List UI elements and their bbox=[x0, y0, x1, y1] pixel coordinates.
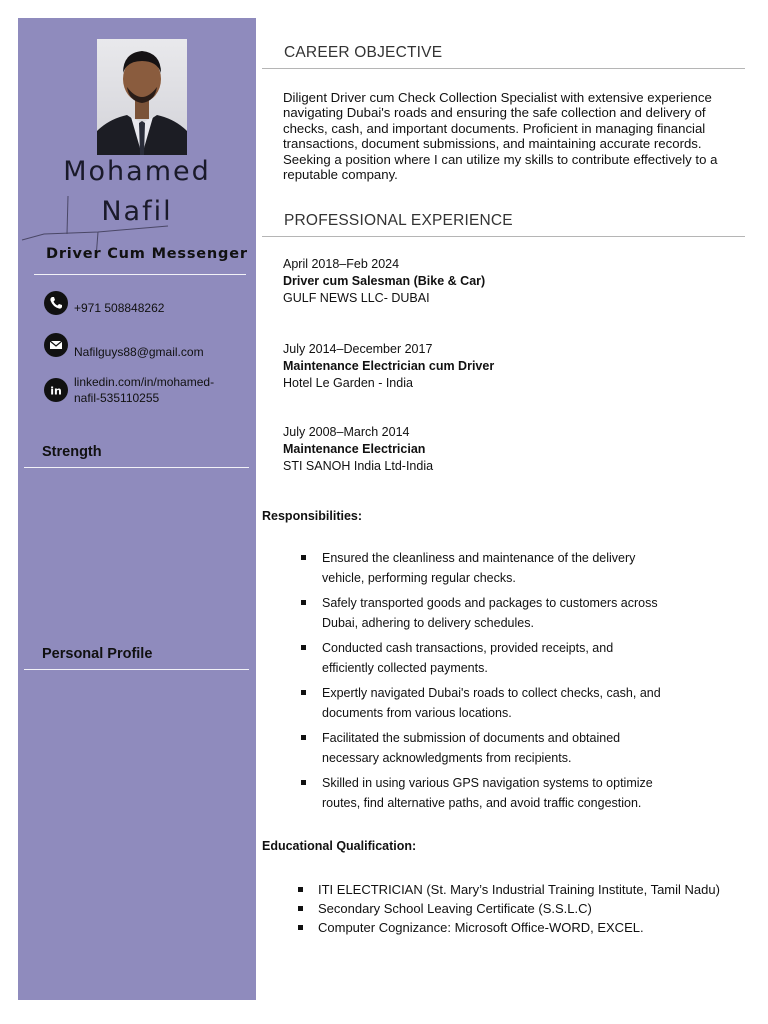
list-item-line: Facilitated the submission of documents and obtained bbox=[322, 731, 621, 745]
job-dates: July 2008–March 2014 bbox=[283, 425, 410, 439]
profile-photo bbox=[97, 39, 187, 155]
email-icon bbox=[44, 333, 68, 357]
svg-text:in: in bbox=[50, 384, 62, 398]
job-role: Driver Cum Messenger bbox=[46, 246, 248, 262]
list-item-line: efficiently collected payments. bbox=[322, 661, 488, 675]
divider bbox=[34, 274, 246, 275]
list-item-line: Expertly navigated Dubai's roads to collect checks, cash, and bbox=[322, 686, 661, 700]
list-item: ITI ELECTRICIAN (St. Mary’s Industrial Training Institute, Tamil Nadu) bbox=[296, 880, 746, 899]
linkedin-url-line1: linkedin.com/in/mohamed- bbox=[74, 375, 215, 389]
job-company: GULF NEWS LLC- DUBAI bbox=[283, 291, 430, 305]
list-item-line: documents from various locations. bbox=[322, 706, 512, 720]
job-title: Maintenance Electrician cum Driver bbox=[283, 359, 495, 373]
list-item: Computer Cognizance: Microsoft Office-WORD, EXCEL. bbox=[296, 918, 746, 937]
responsibilities-heading: Responsibilities: bbox=[262, 509, 363, 523]
list-item-line: routes, find alternative paths, and avoid traffic congestion. bbox=[322, 796, 642, 810]
job-title: Driver cum Salesman (Bike & Car) bbox=[283, 274, 486, 288]
responsibilities-list bbox=[300, 548, 680, 818]
list-item-line: Conducted cash transactions, provided receipts, and bbox=[322, 641, 614, 655]
professional-experience-heading: PROFESSIONAL EXPERIENCE bbox=[284, 212, 513, 229]
divider bbox=[262, 68, 745, 69]
strength-heading: Strength bbox=[42, 444, 102, 460]
job-company: STI SANOH India Ltd-India bbox=[283, 459, 434, 473]
list-item-line: Skilled in using various GPS navigation systems to optimize bbox=[322, 776, 653, 790]
phone-icon bbox=[44, 291, 68, 315]
email-address[interactable]: Nafilguys88@gmail.com bbox=[74, 345, 204, 359]
sidebar bbox=[18, 18, 256, 1000]
linkedin-url[interactable] bbox=[74, 374, 214, 406]
list-item bbox=[300, 548, 680, 588]
linkedin-icon bbox=[44, 378, 68, 402]
list-item bbox=[300, 593, 680, 633]
career-objective-heading: CAREER OBJECTIVE bbox=[284, 44, 443, 61]
list-item-line: vehicle, performing regular checks. bbox=[322, 571, 516, 585]
list-item bbox=[300, 773, 680, 813]
career-objective-text: Diligent Driver cum Check Collection Specialist with extensive experience navigating Dubai's roads and ensuring the safe collection and delivery of checks, cash, and important documents. Proficient in managing financial transactions, document submissions, and maintaining accurate records. Seeking a position where I can utilize my skills to contribute effectively to a reputable company. bbox=[283, 90, 718, 183]
list-item-line: Dubai, adhering to delivery schedules. bbox=[322, 616, 534, 630]
linkedin-url-line2: nafil-535110255 bbox=[74, 391, 160, 405]
name-first: Mohamed bbox=[63, 156, 211, 187]
list-item bbox=[300, 728, 680, 768]
divider bbox=[24, 467, 249, 468]
list-item-line: Ensured the cleanliness and maintenance of the delivery bbox=[322, 551, 636, 565]
job-entry bbox=[283, 256, 485, 307]
list-item bbox=[300, 638, 680, 678]
list-item bbox=[300, 683, 680, 723]
job-dates: July 2014–December 2017 bbox=[283, 342, 433, 356]
job-company: Hotel Le Garden - India bbox=[283, 376, 413, 390]
phone-number[interactable]: +971 508848262 bbox=[74, 301, 165, 315]
list-item: Secondary School Leaving Certificate (S.S.L.C) bbox=[296, 899, 746, 918]
personal-profile-heading: Personal Profile bbox=[42, 646, 153, 662]
divider bbox=[24, 669, 249, 670]
list-item-line: necessary acknowledgments from recipients. bbox=[322, 751, 572, 765]
job-dates: April 2018–Feb 2024 bbox=[283, 257, 400, 271]
job-entry bbox=[283, 341, 494, 392]
list-item-line: Safely transported goods and packages to customers across bbox=[322, 596, 658, 610]
education-list bbox=[296, 880, 746, 937]
job-entry bbox=[283, 424, 433, 475]
job-title: Maintenance Electrician bbox=[283, 442, 426, 456]
divider bbox=[262, 236, 745, 237]
name-last: Nafil bbox=[101, 196, 173, 227]
education-heading: Educational Qualification: bbox=[262, 839, 417, 853]
